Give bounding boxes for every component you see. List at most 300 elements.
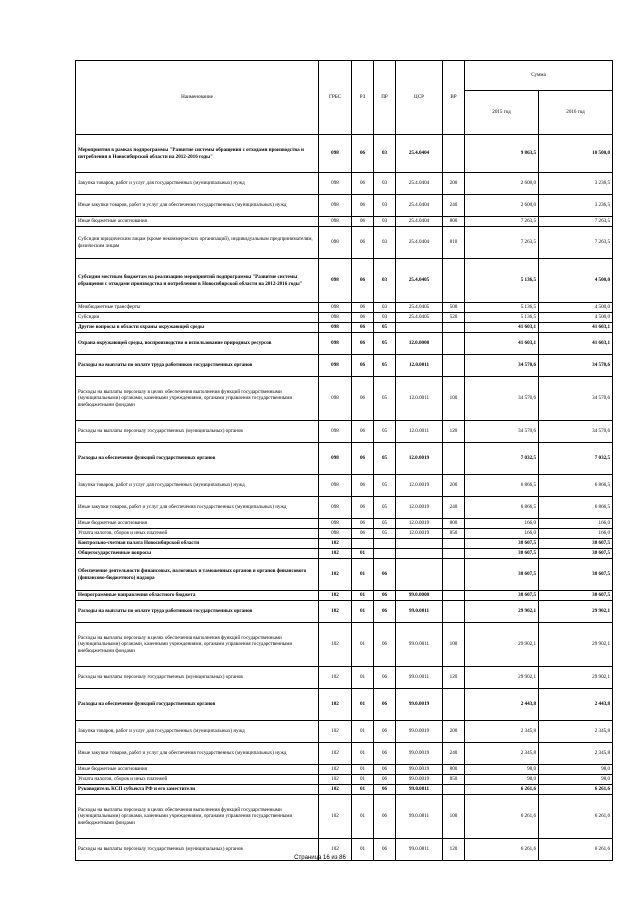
- cell-rz: 01: [352, 765, 374, 775]
- table-row: [76, 519, 613, 529]
- cell-name: Иные закупки товаров, работ и услуг для обеспечения государственных (муниципальных) нужд: [76, 195, 319, 217]
- cell-pr: 05: [374, 333, 396, 355]
- cell-vr: 850: [443, 529, 465, 539]
- cell-rz: 06: [352, 227, 374, 259]
- cell-pr: 03: [374, 173, 396, 195]
- cell-name: Межбюджетные трансферты: [76, 303, 319, 313]
- cell-pr: 03: [374, 135, 396, 173]
- cell-csr: 25.4.0404: [396, 173, 443, 195]
- cell-grbs: 102: [319, 591, 352, 601]
- cell-rz: 06: [352, 475, 374, 497]
- cell-csr: 99.0.0011: [396, 667, 443, 689]
- table-row: [76, 497, 613, 519]
- cell-sum-2015: 6 866,5: [465, 497, 539, 519]
- cell-csr: 99.0.0011: [396, 623, 443, 667]
- cell-rz: 01: [352, 623, 374, 667]
- cell-vr: [443, 601, 465, 623]
- cell-pr: 05: [374, 323, 396, 333]
- cell-csr: 99.0.0019: [396, 721, 443, 743]
- cell-rz: 01: [352, 795, 374, 839]
- cell-csr: 25.4.0404: [396, 195, 443, 217]
- cell-grbs: 098: [319, 313, 352, 323]
- cell-name: Уплата налогов, сборов и иных платежей: [76, 529, 319, 539]
- table-row: [76, 785, 613, 795]
- cell-csr: [396, 323, 443, 333]
- cell-rz: 01: [352, 689, 374, 721]
- cell-sum-2016: 34 570,6: [539, 377, 613, 421]
- cell-name: Иные бюджетные ассигнования: [76, 765, 319, 775]
- cell-sum-2015: 29 902,1: [465, 623, 539, 667]
- cell-pr: 03: [374, 259, 396, 303]
- cell-grbs: 102: [319, 839, 352, 861]
- cell-sum-2015: 5 136,5: [465, 303, 539, 313]
- cell-pr: 06: [374, 559, 396, 591]
- table-row: [76, 667, 613, 689]
- cell-csr: 99.0.0011: [396, 601, 443, 623]
- header-year-2016: 2016 год: [539, 91, 613, 135]
- table-row: [76, 765, 613, 775]
- table-row: [76, 377, 613, 421]
- cell-rz: 01: [352, 549, 374, 559]
- cell-rz: 06: [352, 443, 374, 475]
- cell-sum-2015: 2 345,8: [465, 743, 539, 765]
- table-row: [76, 227, 613, 259]
- cell-grbs: 098: [319, 303, 352, 313]
- cell-name: Расходы на обеспечение функций государственных органов: [76, 689, 319, 721]
- header-sum: Сумма: [465, 61, 613, 91]
- cell-name: Расходы на выплаты персоналу в целях обеспечения выполнения функций государственными (муниципальными) органами, казенными учреждениями, органами управления государственными внебюджетными фондами: [76, 795, 319, 839]
- cell-csr: 99.0.0000: [396, 591, 443, 601]
- cell-name: Расходы на выплаты персоналу в целях обеспечения выполнения функций государственными (муниципальными) органами, казенными учреждениями, органами управления государственными внебюджетными фондами: [76, 377, 319, 421]
- cell-name: Иные закупки товаров, работ и услуг для обеспечения государственных (муниципальных) нужд: [76, 497, 319, 519]
- cell-sum-2015: 5 136,5: [465, 259, 539, 303]
- table-row: [76, 313, 613, 323]
- cell-pr: 06: [374, 795, 396, 839]
- cell-grbs: 098: [319, 355, 352, 377]
- cell-rz: 01: [352, 591, 374, 601]
- cell-vr: 240: [443, 497, 465, 519]
- cell-csr: 25.4.0404: [396, 135, 443, 173]
- cell-sum-2015: 98,0: [465, 765, 539, 775]
- cell-csr: [396, 559, 443, 591]
- cell-csr: [396, 539, 443, 549]
- cell-pr: 05: [374, 421, 396, 443]
- cell-rz: 01: [352, 601, 374, 623]
- cell-rz: 01: [352, 743, 374, 765]
- cell-pr: 05: [374, 529, 396, 539]
- budget-table: [75, 60, 613, 861]
- cell-vr: 800: [443, 519, 465, 529]
- cell-name: Уплата налогов, сборов и иных платежей: [76, 775, 319, 785]
- cell-sum-2016: 2 443,8: [539, 689, 613, 721]
- cell-grbs: 098: [319, 475, 352, 497]
- cell-grbs: 102: [319, 721, 352, 743]
- table-row: [76, 195, 613, 217]
- cell-grbs: 098: [319, 259, 352, 303]
- cell-grbs: 098: [319, 421, 352, 443]
- cell-vr: [443, 135, 465, 173]
- cell-pr: 06: [374, 601, 396, 623]
- cell-sum-2015: 29 902,1: [465, 601, 539, 623]
- cell-pr: 03: [374, 195, 396, 217]
- cell-sum-2015: 6 866,5: [465, 475, 539, 497]
- table-row: [76, 601, 613, 623]
- table-row: [76, 303, 613, 313]
- cell-name: Расходы на выплаты персоналу государственных (муниципальных) органов: [76, 667, 319, 689]
- cell-rz: [352, 539, 374, 549]
- cell-name: Субсидии юридическим лицам (кроме некоммерческих организаций), индивидуальным предпринимателям, физическим лицам: [76, 227, 319, 259]
- cell-grbs: 102: [319, 795, 352, 839]
- cell-sum-2016: 38 607,5: [539, 591, 613, 601]
- cell-grbs: 098: [319, 227, 352, 259]
- cell-csr: 12.0.0011: [396, 377, 443, 421]
- cell-csr: 12.0.0019: [396, 443, 443, 475]
- cell-sum-2016: 29 902,1: [539, 667, 613, 689]
- cell-sum-2016: 166,0: [539, 529, 613, 539]
- cell-pr: 06: [374, 591, 396, 601]
- header-rz: РЗ: [352, 61, 374, 135]
- cell-rz: 06: [352, 323, 374, 333]
- cell-sum-2016: 4 500,0: [539, 259, 613, 303]
- header-pr: ПР: [374, 61, 396, 135]
- cell-csr: 99.0.0811: [396, 795, 443, 839]
- cell-pr: 06: [374, 667, 396, 689]
- cell-csr: 99.0.0811: [396, 839, 443, 861]
- cell-csr: 99.0.0019: [396, 765, 443, 775]
- table-row: [76, 135, 613, 173]
- cell-rz: 06: [352, 173, 374, 195]
- cell-pr: 06: [374, 743, 396, 765]
- cell-sum-2015: 9 863,5: [465, 135, 539, 173]
- cell-rz: 06: [352, 135, 374, 173]
- cell-grbs: 098: [319, 135, 352, 173]
- cell-sum-2016: 3 236,5: [539, 195, 613, 217]
- table-row: [76, 259, 613, 303]
- cell-sum-2015: 98,0: [465, 775, 539, 785]
- cell-vr: 120: [443, 667, 465, 689]
- cell-pr: 05: [374, 519, 396, 529]
- cell-vr: 100: [443, 377, 465, 421]
- cell-rz: 06: [352, 519, 374, 529]
- cell-name: Обеспечение деятельности финансовых, налоговых и таможенных органов и органов финансового (финансово-бюджетного) надзора: [76, 559, 319, 591]
- table-row: [76, 539, 613, 549]
- cell-sum-2016: 29 902,1: [539, 601, 613, 623]
- cell-sum-2016: 41 603,1: [539, 333, 613, 355]
- cell-rz: 06: [352, 217, 374, 227]
- cell-pr: 05: [374, 355, 396, 377]
- cell-sum-2016: 41 603,1: [539, 323, 613, 333]
- cell-sum-2016: 38 607,5: [539, 559, 613, 591]
- table-row: [76, 217, 613, 227]
- cell-sum-2016: 2 345,8: [539, 743, 613, 765]
- cell-grbs: 098: [319, 323, 352, 333]
- cell-rz: 06: [352, 377, 374, 421]
- cell-name: Расходы на выплаты персоналу государственных (муниципальных) органов: [76, 421, 319, 443]
- cell-csr: 99.0.0811: [396, 785, 443, 795]
- cell-grbs: 098: [319, 519, 352, 529]
- cell-grbs: 098: [319, 173, 352, 195]
- table-row: [76, 795, 613, 839]
- cell-sum-2015: 7 263,5: [465, 217, 539, 227]
- cell-pr: 05: [374, 377, 396, 421]
- cell-vr: [443, 333, 465, 355]
- table-row: [76, 421, 613, 443]
- cell-pr: 03: [374, 227, 396, 259]
- cell-csr: 99.0.0019: [396, 689, 443, 721]
- cell-sum-2016: 38 607,5: [539, 539, 613, 549]
- cell-grbs: 098: [319, 497, 352, 519]
- cell-sum-2016: 34 570,6: [539, 355, 613, 377]
- cell-rz: 06: [352, 355, 374, 377]
- table-row: [76, 775, 613, 785]
- cell-sum-2016: 98,0: [539, 775, 613, 785]
- cell-vr: 200: [443, 173, 465, 195]
- cell-pr: [374, 549, 396, 559]
- cell-sum-2016: 4 500,0: [539, 313, 613, 323]
- cell-vr: [443, 689, 465, 721]
- cell-name: Субсидии местным бюджетам на реализацию мероприятий подпрограммы "Развитие системы обращения с отходами производства и потребления в Новосибирской области на 2012-2016 годы": [76, 259, 319, 303]
- cell-name: Расходы на обеспечение функций государственных органов: [76, 443, 319, 475]
- cell-pr: 06: [374, 689, 396, 721]
- cell-pr: 05: [374, 497, 396, 519]
- cell-sum-2015: 6 261,6: [465, 839, 539, 861]
- cell-vr: 810: [443, 227, 465, 259]
- cell-pr: 06: [374, 765, 396, 775]
- cell-sum-2016: 6 261,6: [539, 795, 613, 839]
- table-row: [76, 529, 613, 539]
- cell-sum-2015: 38 607,5: [465, 591, 539, 601]
- page-number: Страница 16 из 86: [294, 855, 346, 861]
- cell-sum-2015: 6 261,6: [465, 795, 539, 839]
- cell-pr: 06: [374, 839, 396, 861]
- cell-sum-2016: 4 500,0: [539, 303, 613, 313]
- cell-sum-2016: 98,0: [539, 765, 613, 775]
- cell-csr: 12.0.0019: [396, 519, 443, 529]
- table-row: [76, 443, 613, 475]
- cell-pr: 03: [374, 303, 396, 313]
- cell-csr: 25.4.0404: [396, 227, 443, 259]
- cell-grbs: 102: [319, 689, 352, 721]
- cell-sum-2016: 29 902,1: [539, 623, 613, 667]
- cell-csr: 12.0.0011: [396, 355, 443, 377]
- header-vr: ВР: [443, 61, 465, 135]
- cell-name: Расходы на выплаты персоналу в целях обеспечения выполнения функций государственными (муниципальными) органами, казенными учреждениями, органами управления государственными внебюджетными фондами: [76, 623, 319, 667]
- cell-vr: [443, 785, 465, 795]
- cell-pr: 03: [374, 217, 396, 227]
- cell-csr: 12.0.0000: [396, 333, 443, 355]
- table-row: [76, 549, 613, 559]
- cell-name: Расходы на выплаты по оплате труда работников государственных органов: [76, 601, 319, 623]
- cell-csr: 99.0.0019: [396, 775, 443, 785]
- cell-pr: [374, 539, 396, 549]
- cell-grbs: 102: [319, 765, 352, 775]
- cell-name: Расходы на выплаты персоналу государственных (муниципальных) органов: [76, 839, 319, 861]
- cell-rz: 06: [352, 421, 374, 443]
- cell-vr: [443, 539, 465, 549]
- cell-vr: [443, 259, 465, 303]
- cell-rz: 01: [352, 839, 374, 861]
- cell-pr: 06: [374, 785, 396, 795]
- cell-sum-2015: 2 443,8: [465, 689, 539, 721]
- table-row: [76, 623, 613, 667]
- header-grbs: ГРБС: [319, 61, 352, 135]
- cell-sum-2015: 41 603,1: [465, 333, 539, 355]
- cell-vr: [443, 355, 465, 377]
- cell-rz: 06: [352, 195, 374, 217]
- cell-sum-2015: 34 570,6: [465, 421, 539, 443]
- cell-grbs: 102: [319, 743, 352, 765]
- header-name: Наименование: [76, 61, 319, 135]
- cell-sum-2015: 7 263,5: [465, 227, 539, 259]
- cell-pr: 05: [374, 443, 396, 475]
- cell-sum-2016: 7 263,5: [539, 217, 613, 227]
- cell-sum-2016: 6 866,5: [539, 475, 613, 497]
- cell-sum-2015: 2 345,8: [465, 721, 539, 743]
- cell-name: Мероприятия в рамках подпрограммы "Развитие системы обращения с отходами производства и потребления в Новосибирской области на 2012-2016 годы": [76, 135, 319, 173]
- cell-rz: 01: [352, 785, 374, 795]
- cell-sum-2016: 3 236,5: [539, 173, 613, 195]
- cell-csr: 99.0.0019: [396, 743, 443, 765]
- cell-grbs: 102: [319, 667, 352, 689]
- budget-sheet: [75, 60, 612, 861]
- cell-csr: 25.4.0405: [396, 303, 443, 313]
- cell-grbs: 102: [319, 549, 352, 559]
- cell-csr: 25.4.0404: [396, 217, 443, 227]
- cell-pr: 06: [374, 623, 396, 667]
- table-row: [76, 559, 613, 591]
- cell-csr: 12.0.0019: [396, 497, 443, 519]
- cell-pr: 06: [374, 721, 396, 743]
- cell-vr: 240: [443, 195, 465, 217]
- cell-sum-2015: 6 261,6: [465, 785, 539, 795]
- cell-grbs: 102: [319, 601, 352, 623]
- cell-vr: 200: [443, 475, 465, 497]
- cell-name: Иные закупки товаров, работ и услуг для обеспечения государственных (муниципальных) нужд: [76, 743, 319, 765]
- cell-csr: 12.0.0011: [396, 421, 443, 443]
- cell-sum-2016: 38 607,5: [539, 549, 613, 559]
- cell-name: Непрограммные направления областного бюджета: [76, 591, 319, 601]
- cell-name: Иные бюджетные ассигнования: [76, 217, 319, 227]
- cell-grbs: 098: [319, 195, 352, 217]
- cell-sum-2015: 38 607,5: [465, 559, 539, 591]
- cell-rz: 01: [352, 721, 374, 743]
- cell-vr: 500: [443, 303, 465, 313]
- cell-grbs: 098: [319, 217, 352, 227]
- cell-pr: 06: [374, 775, 396, 785]
- cell-sum-2016: 34 570,6: [539, 421, 613, 443]
- cell-name: Закупка товаров, работ и услуг для государственных (муниципальных) нужд: [76, 721, 319, 743]
- cell-rz: 01: [352, 667, 374, 689]
- header-year-2015: 2015 год: [465, 91, 539, 135]
- cell-vr: [443, 443, 465, 475]
- cell-vr: 800: [443, 217, 465, 227]
- table-row: [76, 333, 613, 355]
- cell-sum-2016: 166,0: [539, 519, 613, 529]
- cell-name: Общегосударственные вопросы: [76, 549, 319, 559]
- cell-vr: 200: [443, 721, 465, 743]
- table-row: [76, 743, 613, 765]
- cell-pr: 03: [374, 313, 396, 323]
- cell-sum-2015: 38 607,5: [465, 539, 539, 549]
- cell-sum-2015: 2 600,0: [465, 173, 539, 195]
- cell-sum-2015: 29 902,1: [465, 667, 539, 689]
- cell-rz: 01: [352, 775, 374, 785]
- cell-grbs: 102: [319, 785, 352, 795]
- cell-sum-2016: 6 261,6: [539, 785, 613, 795]
- cell-name: Закупка товаров, работ и услуг для государственных (муниципальных) нужд: [76, 173, 319, 195]
- cell-sum-2016: 2 345,8: [539, 721, 613, 743]
- cell-grbs: 098: [319, 333, 352, 355]
- cell-sum-2015: 166,0: [465, 519, 539, 529]
- cell-sum-2016: 7 032,5: [539, 443, 613, 475]
- table-row: [76, 475, 613, 497]
- cell-vr: 520: [443, 313, 465, 323]
- cell-grbs: 098: [319, 377, 352, 421]
- cell-rz: 01: [352, 559, 374, 591]
- cell-csr: 12.0.0019: [396, 475, 443, 497]
- cell-sum-2015: 38 607,5: [465, 549, 539, 559]
- cell-vr: 120: [443, 421, 465, 443]
- cell-sum-2015: 34 570,6: [465, 355, 539, 377]
- cell-csr: 12.0.0019: [396, 529, 443, 539]
- cell-vr: [443, 591, 465, 601]
- cell-grbs: 102: [319, 539, 352, 549]
- cell-vr: [443, 549, 465, 559]
- cell-rz: 06: [352, 259, 374, 303]
- cell-vr: 100: [443, 795, 465, 839]
- cell-name: Закупка товаров, работ и услуг для государственных (муниципальных) нужд: [76, 475, 319, 497]
- cell-sum-2015: 34 570,6: [465, 377, 539, 421]
- cell-rz: 06: [352, 303, 374, 313]
- table-row: [76, 355, 613, 377]
- cell-name: Иные бюджетные ассигнования: [76, 519, 319, 529]
- cell-grbs: 102: [319, 559, 352, 591]
- header-csr: ЦСР: [396, 61, 443, 135]
- cell-sum-2016: 7 263,5: [539, 227, 613, 259]
- cell-rz: 06: [352, 529, 374, 539]
- cell-vr: [443, 323, 465, 333]
- cell-name: Руководитель КСП субъекта РФ и его заместители: [76, 785, 319, 795]
- cell-name: Субсидии: [76, 313, 319, 323]
- cell-csr: 25.4.0405: [396, 313, 443, 323]
- cell-pr: 05: [374, 475, 396, 497]
- cell-sum-2015: 2 600,0: [465, 195, 539, 217]
- table-row: [76, 721, 613, 743]
- cell-vr: 800: [443, 765, 465, 775]
- cell-vr: 240: [443, 743, 465, 765]
- cell-name: Охрана окружающей среды, воспроизводство и использование природных ресурсов: [76, 333, 319, 355]
- table-row: [76, 689, 613, 721]
- table-row: [76, 173, 613, 195]
- cell-grbs: 098: [319, 529, 352, 539]
- cell-sum-2015: 166,0: [465, 529, 539, 539]
- cell-sum-2016: 6 866,5: [539, 497, 613, 519]
- cell-csr: [396, 549, 443, 559]
- cell-csr: 25.4.0405: [396, 259, 443, 303]
- cell-sum-2015: 5 136,5: [465, 313, 539, 323]
- cell-vr: 120: [443, 839, 465, 861]
- cell-sum-2016: 10 500,0: [539, 135, 613, 173]
- cell-vr: 850: [443, 775, 465, 785]
- cell-sum-2015: 7 032,5: [465, 443, 539, 475]
- cell-sum-2015: 41 603,1: [465, 323, 539, 333]
- cell-rz: 06: [352, 497, 374, 519]
- cell-name: Расходы на выплаты по оплате труда работников государственных органов: [76, 355, 319, 377]
- cell-rz: 06: [352, 333, 374, 355]
- cell-name: Контрольно-счетная палата Новосибирской области: [76, 539, 319, 549]
- cell-name: Другие вопросы в области охраны окружающей среды: [76, 323, 319, 333]
- cell-grbs: 098: [319, 443, 352, 475]
